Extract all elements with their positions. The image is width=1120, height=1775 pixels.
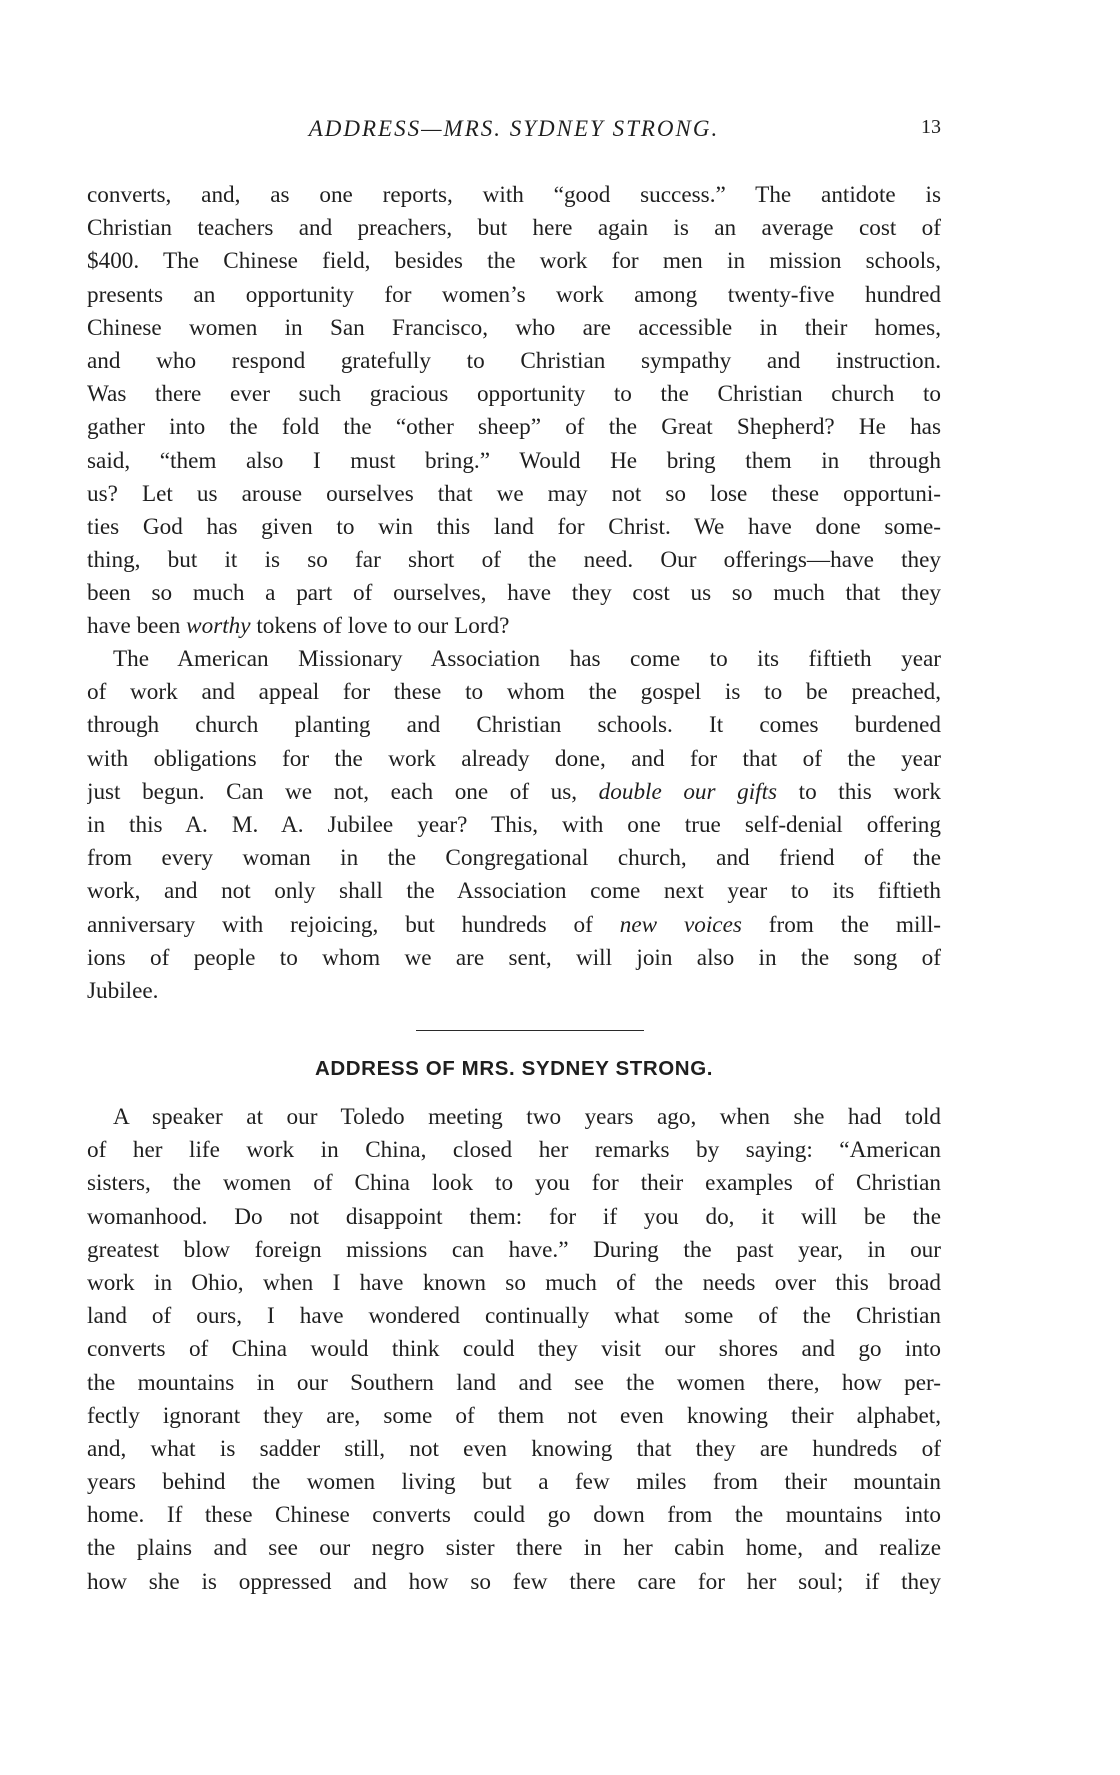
text-segment: tokens of love to our Lord? bbox=[250, 613, 510, 640]
text-line: of her life work in China, closed her remarks by saying: “American bbox=[87, 1137, 941, 1164]
text-line: fectly ignorant they are, some of them not even knowing their alphabet, bbox=[87, 1402, 941, 1429]
text-line: work in Ohio, when I have known so much of the needs over this broad bbox=[87, 1269, 941, 1296]
text-line: Christian teachers and preachers, but here again is an average cost of bbox=[87, 215, 941, 242]
text-line: Chinese women in San Francisco, who are accessible in their homes, bbox=[87, 314, 941, 341]
section-heading: ADDRESS OF MRS. SYDNEY STRONG. bbox=[314, 1057, 714, 1080]
text-line: and who respond gratefully to Christian sympathy and instruction. bbox=[87, 347, 941, 374]
text-line: the plains and see our negro sister there in her cabin home, and realize bbox=[87, 1535, 941, 1562]
text-line: The American Missionary Association has come to its fiftieth year bbox=[113, 646, 941, 672]
section-paragraph bbox=[87, 1101, 941, 1599]
text-segment: have been bbox=[87, 613, 187, 640]
text-line: Was there ever such gracious opportunity to the Christian church to bbox=[87, 381, 941, 408]
text-line bbox=[87, 909, 941, 942]
text-line: sisters, the women of China look to you for their examples of Christian bbox=[87, 1170, 941, 1197]
text-line: been so much a part of ourselves, have they cost us so much that they bbox=[87, 580, 941, 607]
text-line: with obligations for the work already done, and for that of the year bbox=[87, 745, 941, 772]
italic-emphasis: double our gifts bbox=[598, 778, 778, 805]
text-line: in this A. M. A. Jubilee year? This, with one true self-denial offering bbox=[87, 811, 941, 838]
paragraph-continued bbox=[87, 179, 941, 644]
text-line: Jubilee. bbox=[87, 977, 159, 1004]
text-line: A speaker at our Toledo meeting two years ago, when she had told bbox=[113, 1104, 941, 1130]
running-head bbox=[87, 116, 941, 146]
page-number: 13 bbox=[921, 116, 941, 138]
text-line: home. If these Chinese converts could go down from the mountains into bbox=[87, 1502, 941, 1529]
text-segment: from the mill- bbox=[741, 911, 941, 938]
section-divider bbox=[416, 1030, 644, 1031]
text-line: ties God has given to win this land for Christ. We have done some- bbox=[87, 513, 941, 540]
text-line: presents an opportunity for women’s work among twenty-five hundred bbox=[87, 281, 941, 308]
italic-emphasis: new voices bbox=[619, 911, 742, 938]
running-title: ADDRESS—MRS. SYDNEY STRONG. bbox=[308, 116, 720, 141]
text-line: ions of people to whom we are sent, will join also in the song of bbox=[87, 944, 941, 971]
text-segment: to this work bbox=[777, 778, 941, 805]
text-line: womanhood. Do not disappoint them: for if you do, it will be the bbox=[87, 1203, 941, 1230]
text-line: said, “them also I must bring.” Would He bring them in through bbox=[87, 447, 941, 474]
text-line: $400. The Chinese field, besides the work for men in mission schools, bbox=[87, 248, 941, 275]
italic-emphasis: worthy bbox=[186, 613, 251, 640]
text-line: thing, but it is so far short of the need. Our offerings—have they bbox=[87, 547, 941, 574]
text-line: years behind the women living but a few miles from their mountain bbox=[87, 1469, 941, 1496]
text-line: and, what is sadder still, not even knowing that they are hundreds of bbox=[87, 1435, 941, 1462]
text-line: gather into the fold the “other sheep” of the Great Shepherd? He has bbox=[87, 414, 941, 441]
text-line: converts of China would think could they visit our shores and go into bbox=[87, 1336, 941, 1363]
text-segment: anniversary with rejoicing, but hundreds of bbox=[87, 911, 620, 938]
text-line: from every woman in the Congregational church, and friend of the bbox=[87, 845, 941, 872]
text-line: greatest blow foreign missions can have.” During the past year, in our bbox=[87, 1236, 941, 1263]
text-line bbox=[87, 776, 941, 809]
text-line: how she is oppressed and how so few there care for her soul; if they bbox=[87, 1568, 941, 1595]
text-line: us? Let us arouse ourselves that we may not so lose these opportuni- bbox=[87, 480, 941, 507]
paragraph-jubilee bbox=[87, 643, 941, 1008]
text-line: through church planting and Christian schools. It comes burdened bbox=[87, 712, 941, 739]
text-line: work, and not only shall the Association come next year to its fiftieth bbox=[87, 878, 941, 905]
text-line: of work and appeal for these to whom the gospel is to be preached, bbox=[87, 679, 941, 706]
text-line: the mountains in our Southern land and see the women there, how per- bbox=[87, 1369, 941, 1396]
text-line: land of ours, I have wondered continually what some of the Christian bbox=[87, 1303, 941, 1330]
text-line bbox=[87, 610, 941, 643]
text-line: converts, and, as one reports, with “good success.” The antidote is bbox=[87, 182, 941, 208]
text-segment: just begun. Can we not, each one of us, bbox=[87, 778, 599, 805]
